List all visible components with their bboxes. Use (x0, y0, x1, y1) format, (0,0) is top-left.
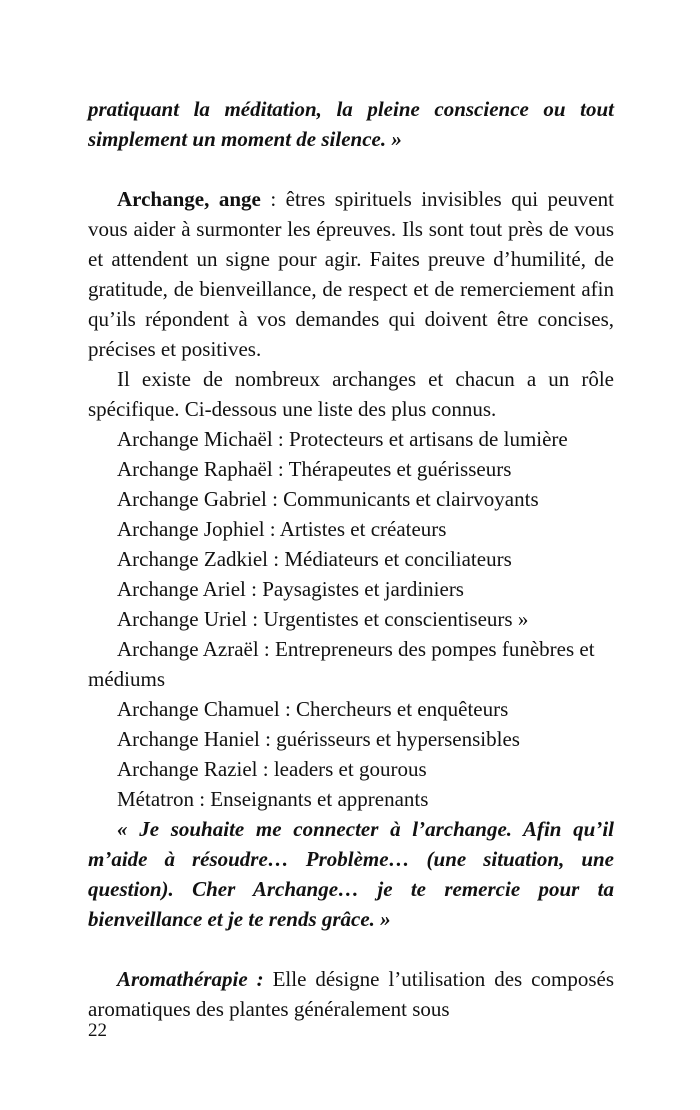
archange-prayer: « Je souhaite me connecter à l’archange. Afin qu’il m’aide à résoudre… Problème… (une situation, une question). Cher Archange… je te remercie pour ta bienveillance et je te rends grâce. » (88, 817, 614, 931)
list-item: Métatron : Enseignants et apprenants (117, 787, 429, 811)
list-item: Archange Chamuel : Chercheurs et enquêteurs (117, 697, 509, 721)
list-item: Archange Gabriel : Communicants et clairvoyants (117, 487, 539, 511)
archange-term: Archange, ange (117, 187, 261, 211)
aromatherapie-definition (88, 964, 614, 1024)
list-item: Archange Ariel : Paysagistes et jardiniers (117, 577, 464, 601)
list-item: Archange Haniel : guérisseurs et hypersensibles (117, 727, 520, 751)
list-item: Archange Raphaël : Thérapeutes et guérisseurs (117, 457, 512, 481)
list-item: Archange Uriel : Urgentistes et conscientiseurs » (117, 607, 529, 631)
page-body (88, 94, 614, 1024)
aromatherapie-definition-text: Elle désigne l’utilisation des composés aromatiques des plantes généralement sous (88, 967, 614, 1021)
list-item: Archange Michaël : Protecteurs et artisans de lumière (117, 427, 568, 451)
archange-list (88, 424, 614, 814)
list-item: Archange Zadkiel : Médiateurs et conciliateurs (117, 547, 512, 571)
aromatherapie-term: Aromathérapie : (117, 967, 264, 991)
page-number: 22 (88, 1020, 107, 1041)
archange-definition-text: : êtres spirituels invisibles qui peuvent vous aider à surmonter les épreuves. Ils sont tout près de vous et attendent un signe pour agir. Faites preuve d’humilité, de gratitude, de bienveillance, de respect et de remerciement afin qu’ils répondent à vos demandes qui doivent être concises, précises et positives. (88, 187, 614, 361)
list-item: Archange Azraël : Entrepreneurs des pompes funèbres et médiums (88, 637, 595, 691)
archange-definition (88, 184, 614, 364)
list-item: Archange Raziel : leaders et gourous (117, 757, 427, 781)
intro-quote-end: pratiquant la méditation, la pleine conscience ou tout simplement un moment de silence. » (88, 97, 614, 151)
list-item: Archange Jophiel : Artistes et créateurs (117, 517, 447, 541)
archange-list-intro: Il existe de nombreux archanges et chacun a un rôle spécifique. Ci-dessous une liste des plus connus. (88, 367, 614, 421)
